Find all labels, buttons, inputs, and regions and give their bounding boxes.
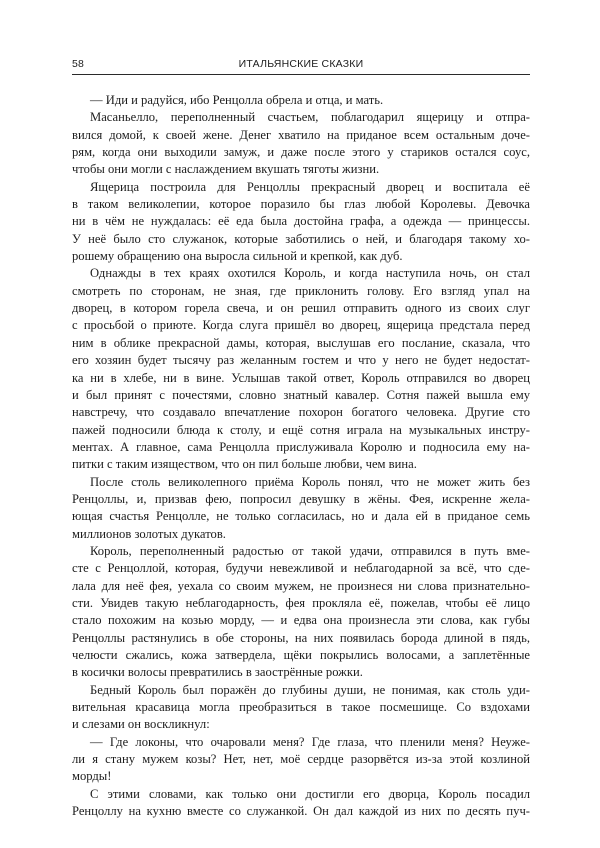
- text-line: смотреть по сторонам, не зная, где приклонить голову. Его взгляд упал на: [72, 283, 530, 298]
- text-line: питки с таким изяществом, что он пил больше любви, чем вина.: [72, 457, 417, 472]
- page-number: 58: [72, 58, 85, 70]
- text-line: Король, переполненный радостью от такой удачи, отправился в путь вме-: [90, 543, 530, 558]
- text-line: челюсти сжались, кожа затвердела, щёки покрылись волосами, а заплетённые: [72, 648, 530, 662]
- text-line: ментах. А главное, сама Ренцолла прислуживала Королю и подносила ему на-: [72, 439, 530, 454]
- text-line: вительная красавица могла преобразиться в такое посмешище. Со вздохами: [72, 700, 530, 715]
- text-line: Бедный Король был поражён до глубины души, не понимая, как столь уди-: [90, 682, 530, 697]
- text-line: навстречу, что создавало впечатление похорон богатого человека. Другие сто: [72, 405, 530, 420]
- text-line: рошему обращению она выросла сильной и крепкой, как дуб.: [72, 249, 403, 264]
- text-line: лала для неё фея, уехала со своим мужем, не произнеся ни слова признательно-: [72, 578, 530, 593]
- text-line: вился домой, к своей жене. Денег хватило на приданое всем остальным доче-: [72, 127, 530, 142]
- text-line: Масаньелло, переполненный счастьем, поблагодарил ящерицу и отпра-: [90, 110, 530, 125]
- text-line: чтобы они могли с наслаждением вкушать тяготы жизни.: [72, 162, 380, 177]
- text-line: Однажды в тех краях охотился Король, и когда наступила ночь, он стал: [90, 266, 530, 281]
- text-line: У неё было сто служанок, которые заботились о ней, и благодаря такому хо-: [72, 231, 530, 246]
- text-line: После столь великолепного приёма Король понял, что не может жить без: [90, 474, 530, 489]
- text-line: в таком великолепии, которое поразило бы глаз любой Королевы. Девочка: [72, 197, 530, 212]
- text-line: сте с Ренцоллой, которая, будучи невежливой и неблагодарной за всё, что сде-: [72, 561, 530, 576]
- text-line: его хозяин будет тысячу раз желанным гостем и что у него не будет недостат-: [72, 353, 530, 368]
- text-line: в косички волосы превратились в заострённые рожки.: [72, 665, 363, 680]
- text-line: — Где локоны, что очаровали меня? Где глаза, что пленили меня? Неуже-: [90, 734, 530, 749]
- text-line: сти. Увидев такую неблагодарность, фея прокляла её, пожелав, чтобы её лицо: [72, 595, 530, 610]
- text-line: миллионов золотых дукатов.: [72, 526, 226, 541]
- text-line: рям, когда они выходили замуж, и даже после этого у стариков остался соус,: [72, 145, 530, 160]
- running-title: ИТАЛЬЯНСКИЕ СКАЗКИ: [238, 58, 364, 70]
- text-line: с просьбой о приюте. Когда слуга пришёл во дворец, ящерица предстала перед: [72, 318, 530, 333]
- text-line: дворец, в котором горела свеча, и он решил отправить одного из своих слуг: [72, 301, 530, 316]
- text-line: ка ни в хлебе, ни в вине. Услышав такой ответ, Король отправился во дворец: [72, 370, 530, 385]
- text-line: Ренцоллы, и, призвав фею, попросил девушку в жёны. Фея, искренне жела-: [72, 491, 530, 506]
- text-line: ним в облике прекрасной дамы, которая, выслушав его послание, сказала, что: [72, 335, 530, 350]
- text-line: и слезами он воскликнул:: [72, 717, 210, 732]
- text-line: Ящерица построила для Ренцоллы прекрасный дворец и воспитала её: [90, 179, 530, 194]
- text-line: Ренцоллы растянулись в обе стороны, на них появилась борода длиной в пядь,: [72, 630, 530, 645]
- text-line: и был принят с почестями, словно знатный кавалер. Сотня пажей вышла ему: [72, 387, 530, 402]
- body-text: [72, 92, 530, 820]
- text-line: Ренцоллу на кухню вместе со служанкой. Он дал каждой из них по десять пуч-: [72, 804, 530, 819]
- text-line: пажей подносили блюда к столу, и ещё сотня играла на музыкальных инстру-: [72, 422, 530, 437]
- running-header: [72, 58, 530, 75]
- text-line: ли я стану мужем козы? Нет, нет, моё сердце разорвётся из-за этой козлиной: [72, 752, 530, 767]
- text-line: морды!: [72, 769, 112, 784]
- text-line: стало похожим на козью морду, — и едва она произнесла эти слова, как губы: [72, 613, 530, 628]
- text-line: ни в чём не нуждалась: её еда была достойна графа, а одежда — принцессы.: [72, 214, 530, 229]
- text-line: ющая счастья Ренцолле, не только согласилась, но и дала ей в приданое семь: [72, 509, 530, 524]
- text-line: — Иди и радуйся, ибо Ренцолла обрела и отца, и мать.: [90, 93, 384, 107]
- text-line: С этими словами, как только они достигли его дворца, Король посадил: [90, 786, 530, 801]
